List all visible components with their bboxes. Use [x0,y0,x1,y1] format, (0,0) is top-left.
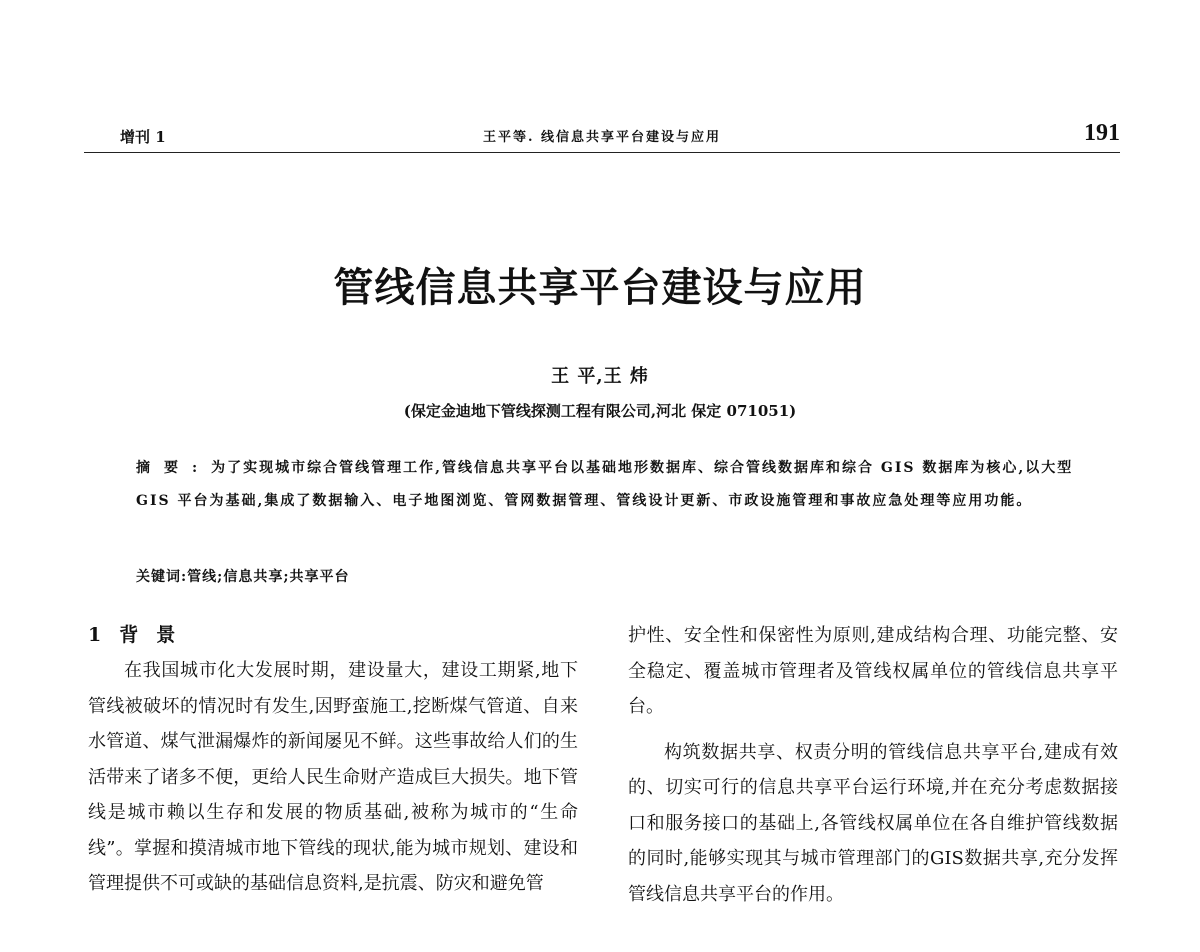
body-paragraph: 在我国城市化大发展时期，建设量大，建设工期紧,地下管线被破坏的情况时有发生,因野蛮施工,挖断煤气管道、自来水管道、煤气泄漏爆炸的新闻屡见不鲜。这些事故给人们的生活带来了诸多不便，更给人民生命财产造成巨大损失。地下管线是城市赖以生存和发展的物质基础,被称为城市的“生命线”。掌握和摸清城市地下管线的现状,能为城市规划、建设和管理提供不可或缺的基础信息资料,是抗震、防灾和避免管 [88,660,578,894]
section-heading [88,618,578,653]
page-number: 191 [1084,120,1120,146]
author-affiliation: (保定金迪地下管线探测工程有限公司,河北 保定 071051) [403,402,797,420]
keywords [136,566,1086,586]
left-column [88,618,578,902]
section-title: 背景 [119,624,194,646]
keywords-text: 管线;信息共享;共享平台 [187,569,350,585]
body-paragraph: 构筑数据共享、权责分明的管线信息共享平台,建成有效的、切实可行的信息共享平台运行环境,并在充分考虑数据接口和服务接口的基础上,各管线权属单位在各自维护管线数据的同时,能够实现其与城市管理部门的GIS数据共享,充分发挥管线信息共享平台的作用。 [628,741,1118,905]
running-header [84,120,1120,153]
journal-issue: 增刊 1 [120,128,166,146]
paper-title: 管线信息共享平台建设与应用 [333,264,867,311]
abstract-text: 为了实现城市综合管线管理工作,管线信息共享平台以基础地形数据库、综合管线数据库和综合 GIS 数据库为核心,以大型 GIS 平台为基础,集成了数据输入、电子地图浏览、管网数据管理、管线设计更新、市政设施管理和事故应急处理等应用功能。 [136,460,1074,509]
paper-authors: 王 平,王 炜 [551,366,649,387]
keywords-label: 关键词: [136,569,188,585]
section-number: 1 [88,624,102,646]
body-paragraph-continued: 护性、安全性和保密性为原则,建成结构合理、功能完整、安全稳定、覆盖城市管理者及管线权属单位的管线信息共享平台。 [628,625,1118,717]
abstract [136,452,1086,518]
right-column [628,618,1118,912]
abstract-label: 摘要: [136,460,212,476]
running-title: 王平等. 线信息共享平台建设与应用 [482,130,722,145]
